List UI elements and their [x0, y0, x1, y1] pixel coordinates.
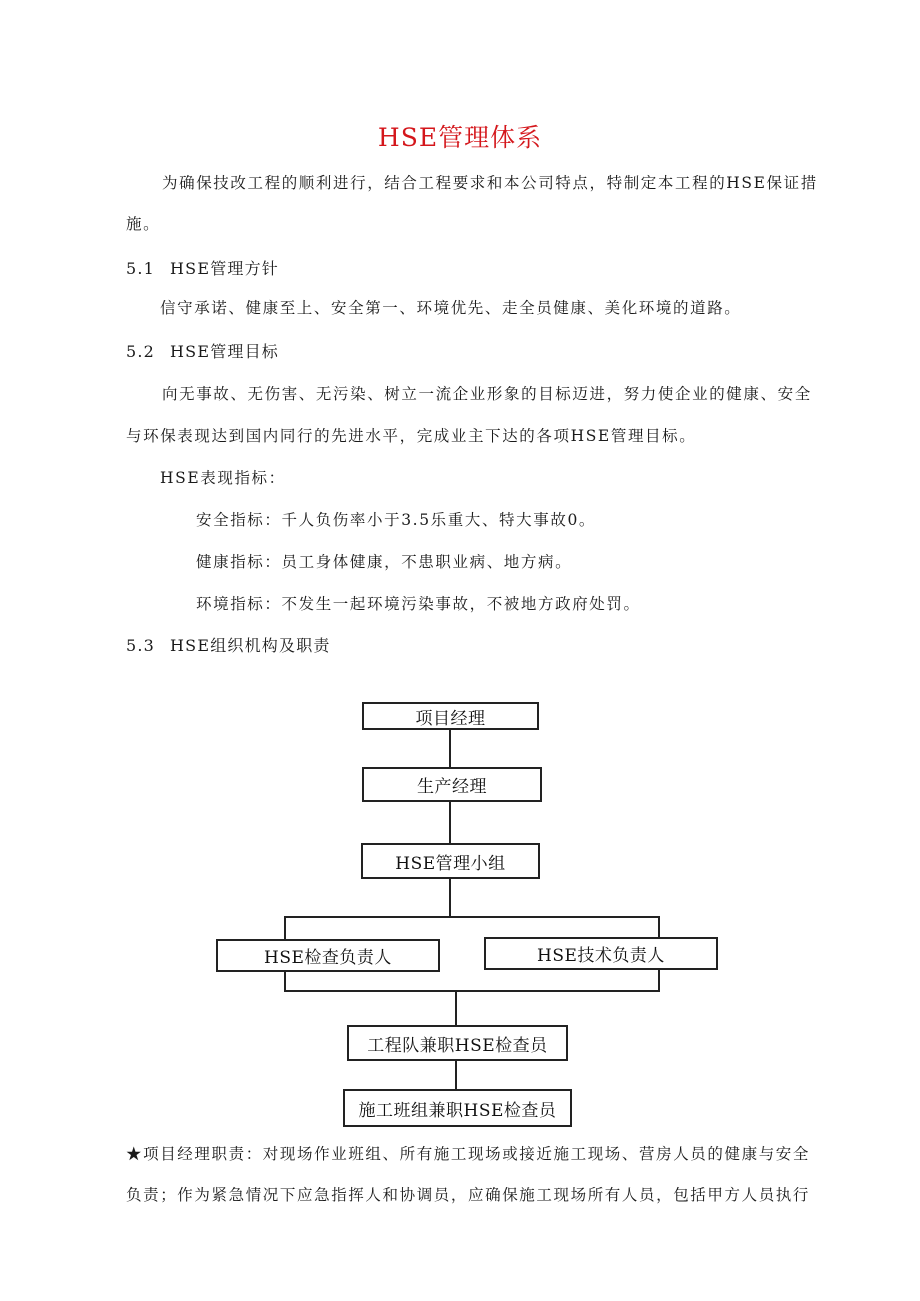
connector-line — [658, 968, 660, 992]
connector-line — [449, 800, 451, 844]
section-number: 5.1 — [126, 259, 156, 278]
org-box-crew-inspector: 施工班组兼职HSE检查员 — [343, 1089, 572, 1127]
intro-line-2: 施。 — [126, 215, 161, 233]
section-number: 5.3 — [126, 636, 156, 655]
connector-line — [658, 916, 660, 938]
duties-line-1: ★项目经理职责：对现场作业班组、所有施工现场或接近施工现场、营房人员的健康与安全 — [126, 1145, 811, 1163]
goal-text-line-1: 向无事故、无伤害、无污染、树立一流企业形象的目标迈进，努力使企业的健康、安全 — [162, 385, 812, 403]
section-number: 5.2 — [126, 342, 156, 361]
section-5-1-heading — [126, 259, 279, 279]
connector-line — [284, 916, 660, 918]
section-title: HSE组织机构及职责 — [170, 636, 331, 655]
connector-line — [284, 970, 286, 992]
duties-line-2: 负责；作为紧急情况下应急指挥人和协调员，应确保施工现场所有人员，包括甲方人员执行 — [126, 1186, 811, 1204]
connector-line — [455, 990, 457, 1026]
page-title: HSE管理体系 — [377, 123, 543, 152]
connector-line — [284, 990, 660, 992]
intro-line-1: 为确保技改工程的顺利进行，结合工程要求和本公司特点，特制定本工程的HSE保证措 — [162, 174, 818, 192]
org-box-production-manager: 生产经理 — [362, 767, 542, 802]
org-box-hse-inspection-lead: HSE检查负责人 — [216, 939, 440, 972]
indicators-label: HSE表现指标： — [160, 469, 286, 487]
org-box-hse-group: HSE管理小组 — [361, 843, 540, 879]
goal-text-line-2: 与环保表现达到国内同行的先进水平，完成业主下达的各项HSE管理目标。 — [126, 427, 697, 445]
section-title: HSE管理方针 — [170, 259, 279, 278]
connector-line — [449, 877, 451, 917]
health-indicator: 健康指标：员工身体健康，不患职业病、地方病。 — [196, 553, 573, 571]
org-box-team-inspector: 工程队兼职HSE检查员 — [347, 1025, 568, 1061]
org-box-hse-technical-lead: HSE技术负责人 — [484, 937, 718, 970]
section-5-3-heading — [126, 636, 331, 656]
connector-line — [449, 728, 451, 768]
connector-line — [284, 916, 286, 940]
connector-line — [455, 1059, 457, 1090]
environment-indicator: 环境指标：不发生一起环境污染事故，不被地方政府处罚。 — [196, 595, 641, 613]
safety-indicator: 安全指标：千人负伤率小于3.5乐重大、特大事故0。 — [196, 511, 597, 529]
section-5-2-heading — [126, 342, 279, 362]
policy-text: 信守承诺、健康至上、安全第一、环境优先、走全员健康、美化环境的道路。 — [160, 299, 742, 317]
section-title: HSE管理目标 — [170, 342, 279, 361]
org-box-project-manager: 项目经理 — [362, 702, 539, 730]
